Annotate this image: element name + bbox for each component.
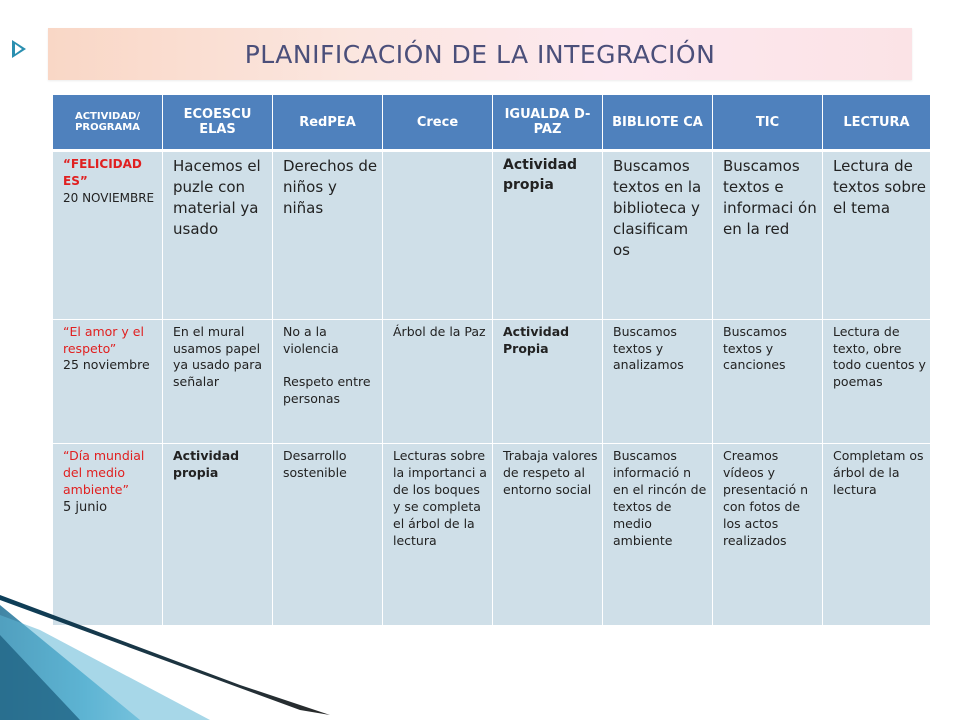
cell-line: No a la violencia [283, 323, 339, 356]
header-igualdad-paz: IGUALDA D-PAZ [493, 95, 603, 151]
header-biblioteca: BIBLIOTE CA [603, 95, 713, 151]
table-cell: Hacemos el puzle con material ya usado [163, 151, 273, 320]
table-cell: Lectura de textos sobre el tema [823, 151, 931, 320]
header-crece: Crece [383, 95, 493, 151]
decorative-swoosh [0, 575, 330, 720]
header-lectura: LECTURA [823, 95, 931, 151]
table-row [53, 151, 931, 320]
activity-date: 5 junio [63, 499, 108, 515]
activity-cell [53, 151, 163, 320]
header-redpea: RedPEA [273, 95, 383, 151]
header-ecoescuelas: ECOESCU ELAS [163, 95, 273, 151]
table-cell: Desarrollo sostenible [273, 444, 383, 626]
table-cell: Buscamos textos en la biblioteca y clasificam os [603, 151, 713, 320]
table-cell [273, 319, 383, 444]
header-tic: TIC [713, 95, 823, 151]
table-cell: Árbol de la Paz [383, 319, 493, 444]
planning-table [52, 94, 931, 626]
activity-cell [53, 319, 163, 444]
activity-name: “El amor y el respeto” [63, 323, 144, 356]
table-cell: Trabaja valores de respeto al entorno social [493, 444, 603, 626]
table-cell: Buscamos textos e informaci ón en la red [713, 151, 823, 320]
table-cell: Actividad Propia [493, 319, 603, 444]
activity-date: 25 noviembre [63, 357, 150, 373]
activity-date: 20 NOVIEMBRE [63, 190, 155, 205]
header-actividad: ACTIVIDAD/ PROGRAMA [53, 95, 163, 151]
table-cell: Creamos vídeos y presentació n con fotos de los actos realizados [713, 444, 823, 626]
activity-name: “Día mundial del medio ambiente” [63, 448, 145, 497]
table-cell: Buscamos textos y canciones [713, 319, 823, 444]
table-row [53, 319, 931, 444]
table-cell: Lecturas sobre la importanci a de los boques y se completa el árbol de la lectura [383, 444, 493, 626]
table-cell [383, 151, 493, 320]
slide-bullet-inner [15, 44, 22, 54]
table-cell: Completam os árbol de la lectura [823, 444, 931, 626]
table-cell: Derechos de niños y niñas [273, 151, 383, 320]
table-cell: Actividad propia [493, 151, 603, 320]
table-cell: Buscamos textos y analizamos [603, 319, 713, 444]
table-cell: Buscamos informació n en el rincón de textos de medio ambiente [603, 444, 713, 626]
table-header-row [53, 95, 931, 151]
activity-name: “FELICIDAD ES” [63, 157, 142, 188]
table-cell: Actividad propia [163, 444, 273, 626]
title-banner [48, 28, 912, 80]
cell-line: Respeto entre personas [283, 374, 371, 407]
table-cell: En el mural usamos papel ya usado para señalar [163, 319, 273, 444]
page-title: PLANIFICACIÓN DE LA INTEGRACIÓN [244, 39, 716, 69]
table-cell: Lectura de texto, obre todo cuentos y poemas [823, 319, 931, 444]
